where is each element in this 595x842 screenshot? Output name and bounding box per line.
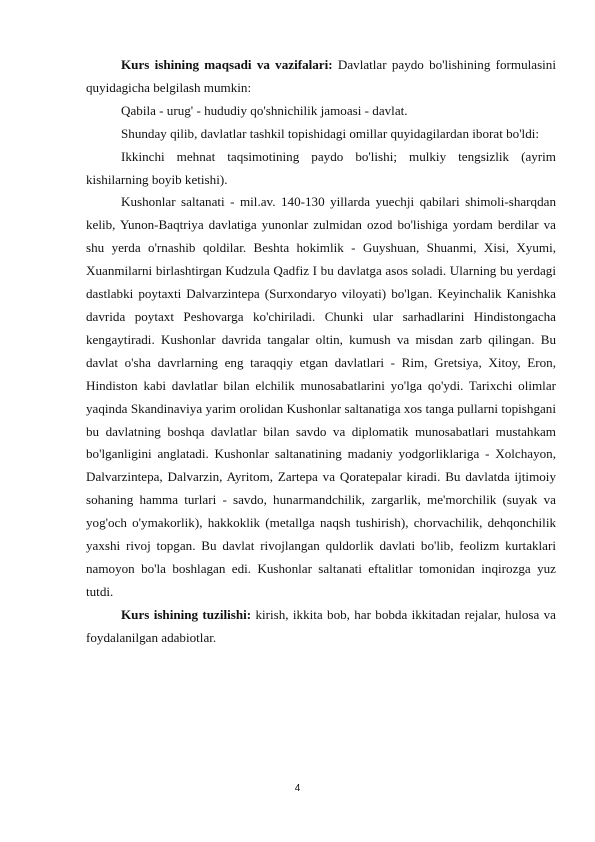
paragraph-kushan-empire (86, 191, 556, 603)
goals-text: Davlatlar paydo bo'lishining formulasini quyidagicha belgilash mumkin: (86, 57, 556, 95)
structure-text: kirish, ikkita bob, har bobda ikkitadan rejalar, hulosa va foydalanilgan adabiotlar. (86, 606, 556, 645)
division-of-labor-text: Ikkinchi mehnat taqsimotining paydo bo'lishi; mulkiy tengsizlik (ayrim kishilarning boyib ketishi). (86, 148, 556, 187)
goals-heading: Kurs ishining maqsadi va vazifalari: (121, 57, 333, 72)
paragraph-factors (86, 123, 556, 146)
formula-text: Qabila - urug' - hududiy qo'shnichilik jamoasi - davlat. (121, 102, 408, 118)
paragraph-structure (86, 604, 556, 650)
paragraph-goals (86, 54, 556, 100)
paragraph-division-of-labor (86, 146, 556, 192)
paragraph-formula (86, 100, 556, 123)
factors-text: Shunday qilib, davlatlar tashkil topishidagi omillar quyidagilardan iborat bo'ldi: (121, 125, 540, 141)
document-page (86, 54, 556, 650)
structure-heading: Kurs ishining tuzilishi: (121, 606, 252, 622)
kushan-empire-text: Kushonlar saltanati - mil.av. 140-130 yillarda yuechji qabilari shimoli-sharqdan kelib, Yunon-Baqtriya davlatiga yunonlar zulmidan ozod bo'lishiga yordam berdilar va shu yerda o'rnashib qoldilar. Beshta hokimlik - Guyshuan, Shuanmi, Xisi, Xyumi, Xuanmilarni birlashtirgan Kudzula Qadfiz I bu davlatga asos soladi. Ularning bu yerdagi dastlabki poytaxti Dalvarzintepa (Surxondaryo viloyati) bo'lgan. Keyinchalik Kanishka davrida poytaxt Peshovarga ko'chiriladi. Chunki ular sarhadlarini Hindistongacha kengaytiradi. Kushonlar davrida tangalar oltin, kumush va misdan zarb qilingan. Bu davlat o'sha davrlarning eng taraqqiy etgan davlatlari - Rim, Gretsiya, Xitoy, Eron, Hindiston kabi davlatlar bilan elchilik munosabatlarini yo'lga qo'ydi. Tarixchi olimlar yaqinda Skandinaviya yarim orolidan Kushonlar saltanatiga xos tanga pullarni topishgani bu davlatning boshqa davlatlar bilan savdo va diplomatik munosabatlari mustahkam bo'lganligini anglatadi. Kushonlar saltanatining madaniy yodgorliklariga - Xolchayon, Dalvarzintepa, Dalvarzin, Ayritom, Zartepa va Qoratepalar kiradi. Bu davlatda ijtimoiy sohaning hamma turlari - savdo, hunarmandchilik, zargarlik, me'morchilik (suyak va yog'och o'ymakorlik), hakkoklik (metallga naqsh tushirish), chorvachilik, dehqonchilik yaxshi rivoj topgan. Bu davlat rivojlangan quldorlik davlati bo'lib, feolizm kurtaklari namoyon bo'la boshlagan edi. Kushonlar saltanati eftalitlar tomonidan inqirozga yuz tutdi. (86, 194, 556, 599)
page-number: 4 (294, 783, 301, 794)
